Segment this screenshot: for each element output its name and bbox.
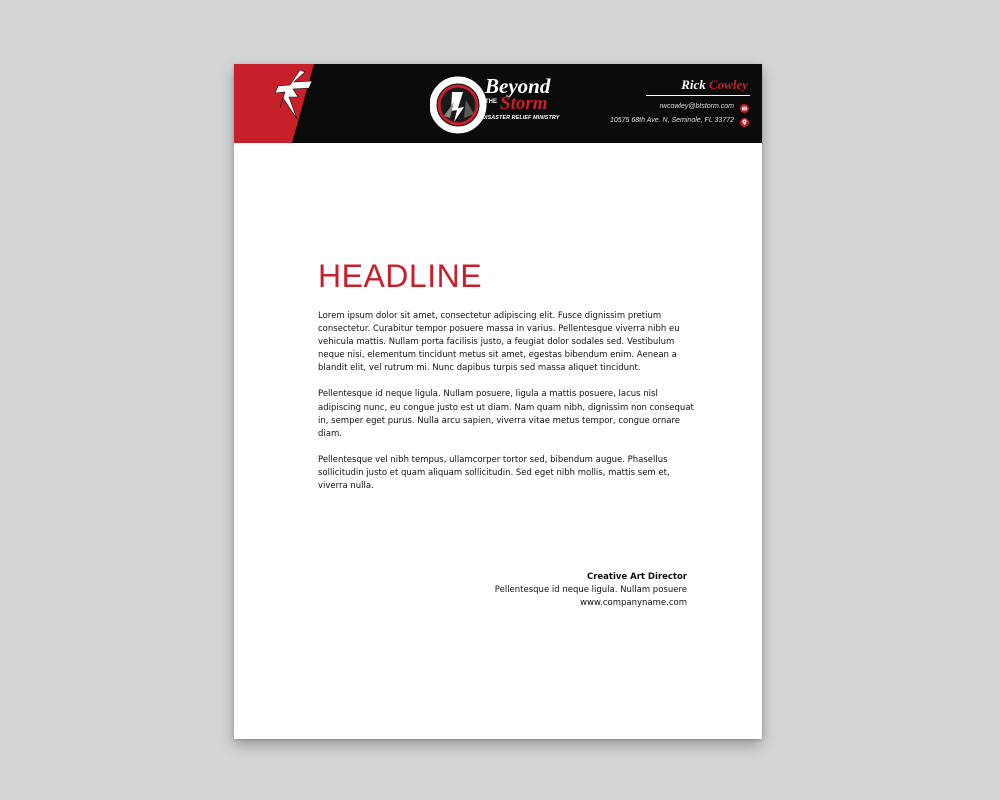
contact-divider <box>646 95 750 96</box>
contact-first-name: Rick <box>681 77 706 92</box>
headline: HEADLINE <box>318 258 483 294</box>
signature-title: Creative Art Director <box>586 572 687 582</box>
email-icon <box>740 104 749 113</box>
logo-tagline: DISASTER RELIEF MINISTRY <box>482 115 560 121</box>
contact-address: 10575 68th Ave. N, Seminole, FL 33772 <box>609 117 734 124</box>
contact-name <box>681 77 748 93</box>
body-text <box>318 310 702 506</box>
logo <box>430 74 570 134</box>
signature-website[interactable]: www.companyname.com <box>580 597 687 608</box>
cross-lightning-icon <box>234 64 314 143</box>
body-paragraph: Pellentesque id neque ligula. Nullam posuere, ligula a mattis posuere, lacus nisl adipiscing nunc, eu congue justo est ut diam. Nam quam nibh, dignissim non consequat in, semper eget purus. Nulla arcu sapien, viverra vitae metus tempor, congue ornare diam. <box>318 389 694 439</box>
signature-block <box>495 571 687 609</box>
logo-title-the: THE <box>485 99 497 105</box>
logo-seal-icon <box>430 74 492 136</box>
signature-line: Pellentesque id neque ligula. Nullam posuere <box>494 584 687 595</box>
logo-title-beyond: Beyond <box>485 74 551 98</box>
body-paragraph: Lorem ipsum dolor sit amet, consectetur adipiscing elit. Fusce dignissim pretium consectetur. Curabitur tempor posuere massa in varius. Pellentesque viverra nibh eu vehicula mattis. Nullam porta facilisis justo, a feugiat dolor sodales sed. Vestibulum neque nisi, elementum tincidunt metus sit amet, egestas bibendum enim. Aenean a blandit elit, vel rutrum mi. Nunc dapibus turpis sed massa aliquet tincidunt. <box>318 311 680 374</box>
letterhead-page <box>234 64 762 739</box>
logo-title-storm: Storm <box>500 93 548 114</box>
location-pin-icon <box>740 118 749 127</box>
letterhead-header <box>234 64 762 143</box>
contact-last-name: Cowley <box>709 77 748 92</box>
contact-email[interactable]: rwcowley@btstorm.com <box>659 103 734 110</box>
body-paragraph: Pellentesque vel nibh tempus, ullamcorper tortor sed, bibendum augue. Phasellus sollicitudin justo et quam aliquam sollicitudin. Sed eget nibh mollis, mattis sem et, viverra nulla. <box>318 454 670 492</box>
